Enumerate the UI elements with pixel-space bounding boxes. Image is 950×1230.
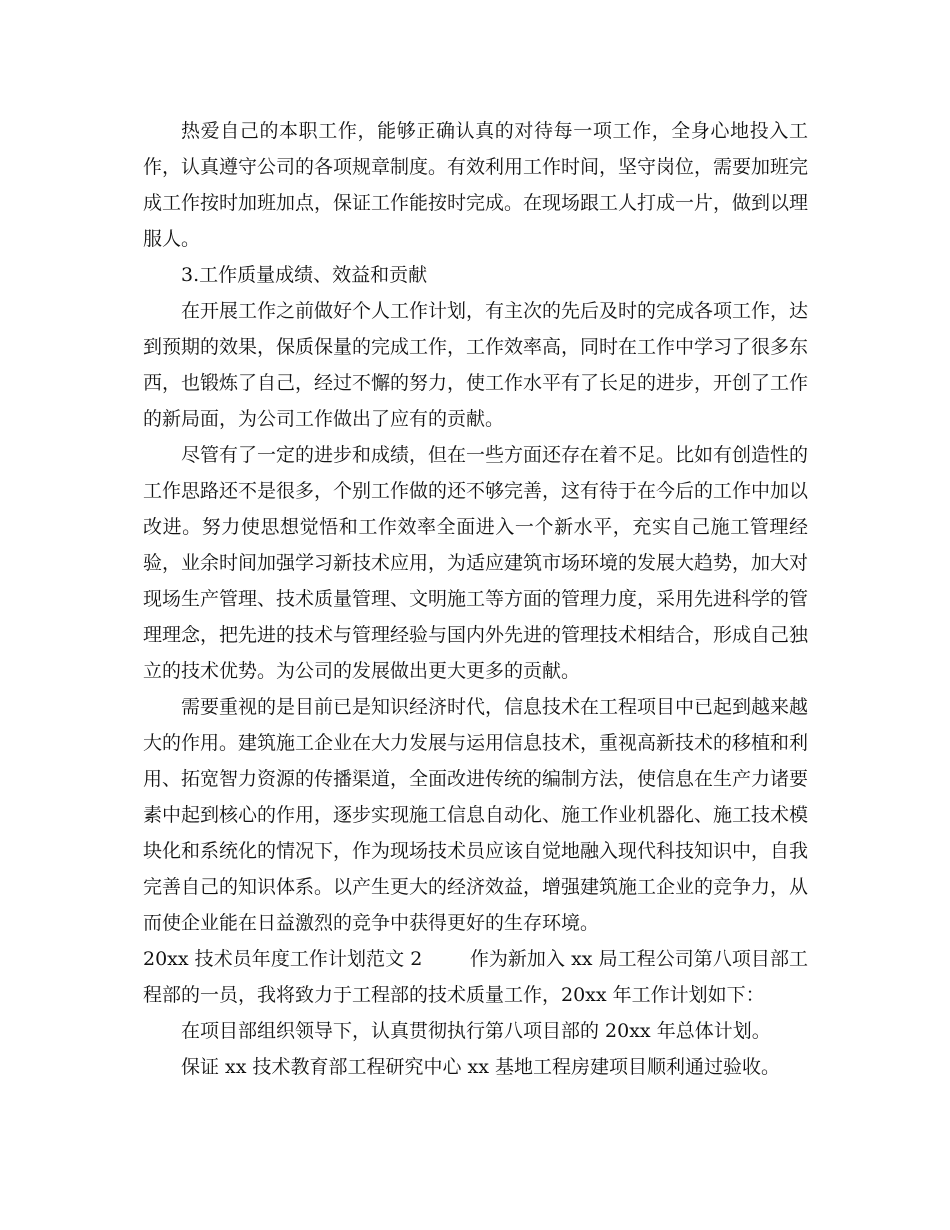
section-title: 20xx 技术员年度工作计划范文 2 xyxy=(143,948,423,970)
section-intro: 作为新加入 xx 局工程公司第八项目部工程部的一员，我将致力于工程部的技术质量工作，20xx 年工作计划如下： xyxy=(143,948,808,1006)
paragraph-overall-plan: 在项目部组织领导下，认真贯彻执行第八项目部的 20xx 年总体计划。 xyxy=(181,1020,771,1042)
paragraph-work-plan: 在开展工作之前做好个人工作计划，有主次的先后及时的完成各项工作，达到预期的效果，保质保量的完成工作，工作效率高，同时在工作中学习了很多东西，也锻炼了自己，经过不懈的努力，使工作水平有了长足的进步，开创了工作的新局面，为公司工作做出了应有的贡献。 xyxy=(143,300,809,430)
paragraph-shortcomings: 尽管有了一定的进步和成绩，但在一些方面还存在着不足。比如有创造性的工作思路还不是很多，个别工作做的还不够完善，这有待于在今后的工作中加以改进。努力使思想觉悟和工作效率全面进入一个新水平，充实自己施工管理经验，业余时间加强学习新技术应用，为适应建筑市场环境的发展大趋势，加大对现场生产管理、技术质量管理、文明施工等方面的管理力度，采用先进科学的管理理念，把先进的技术与管理经验与国内外先进的管理技术相结合，形成自己独立的技术优势。为公司的发展做出更大更多的贡献。 xyxy=(143,444,809,682)
section-paragraph xyxy=(143,941,808,1013)
document-body xyxy=(143,113,808,1085)
paragraph-acceptance: 保证 xx 技术教育部工程研究中心 xx 基地工程房建项目顺利通过验收。 xyxy=(181,1056,781,1078)
subheading-quality-results: 3.工作质量成绩、效益和贡献 xyxy=(181,264,428,286)
paragraph-knowledge-economy: 需要重视的是目前已是知识经济时代，信息技术在工程项目中已起到越来越大的作用。建筑施工企业在大力发展与运用信息技术，重视高新技术的移植和利用、拓宽智力资源的传播渠道，全面改进传统的编制方法，使信息在生产力诸要素中起到核心的作用，逐步实现施工信息自动化、施工作业机器化、施工技术模块化和系统化的情况下，作为现场技术员应该自觉地融入现代科技知识中，自我完善自己的知识体系。以产生更大的经济效益，增强建筑施工企业的竞争力，从而使企业能在日益激烈的竞争中获得更好的生存环境。 xyxy=(143,696,809,934)
paragraph-work-attitude: 热爱自己的本职工作，能够正确认真的对待每一项工作，全身心地投入工作，认真遵守公司的各项规章制度。有效利用工作时间，坚守岗位，需要加班完成工作按时加班加点，保证工作能按时完成。在现场跟工人打成一片，做到以理服人。 xyxy=(143,120,809,250)
